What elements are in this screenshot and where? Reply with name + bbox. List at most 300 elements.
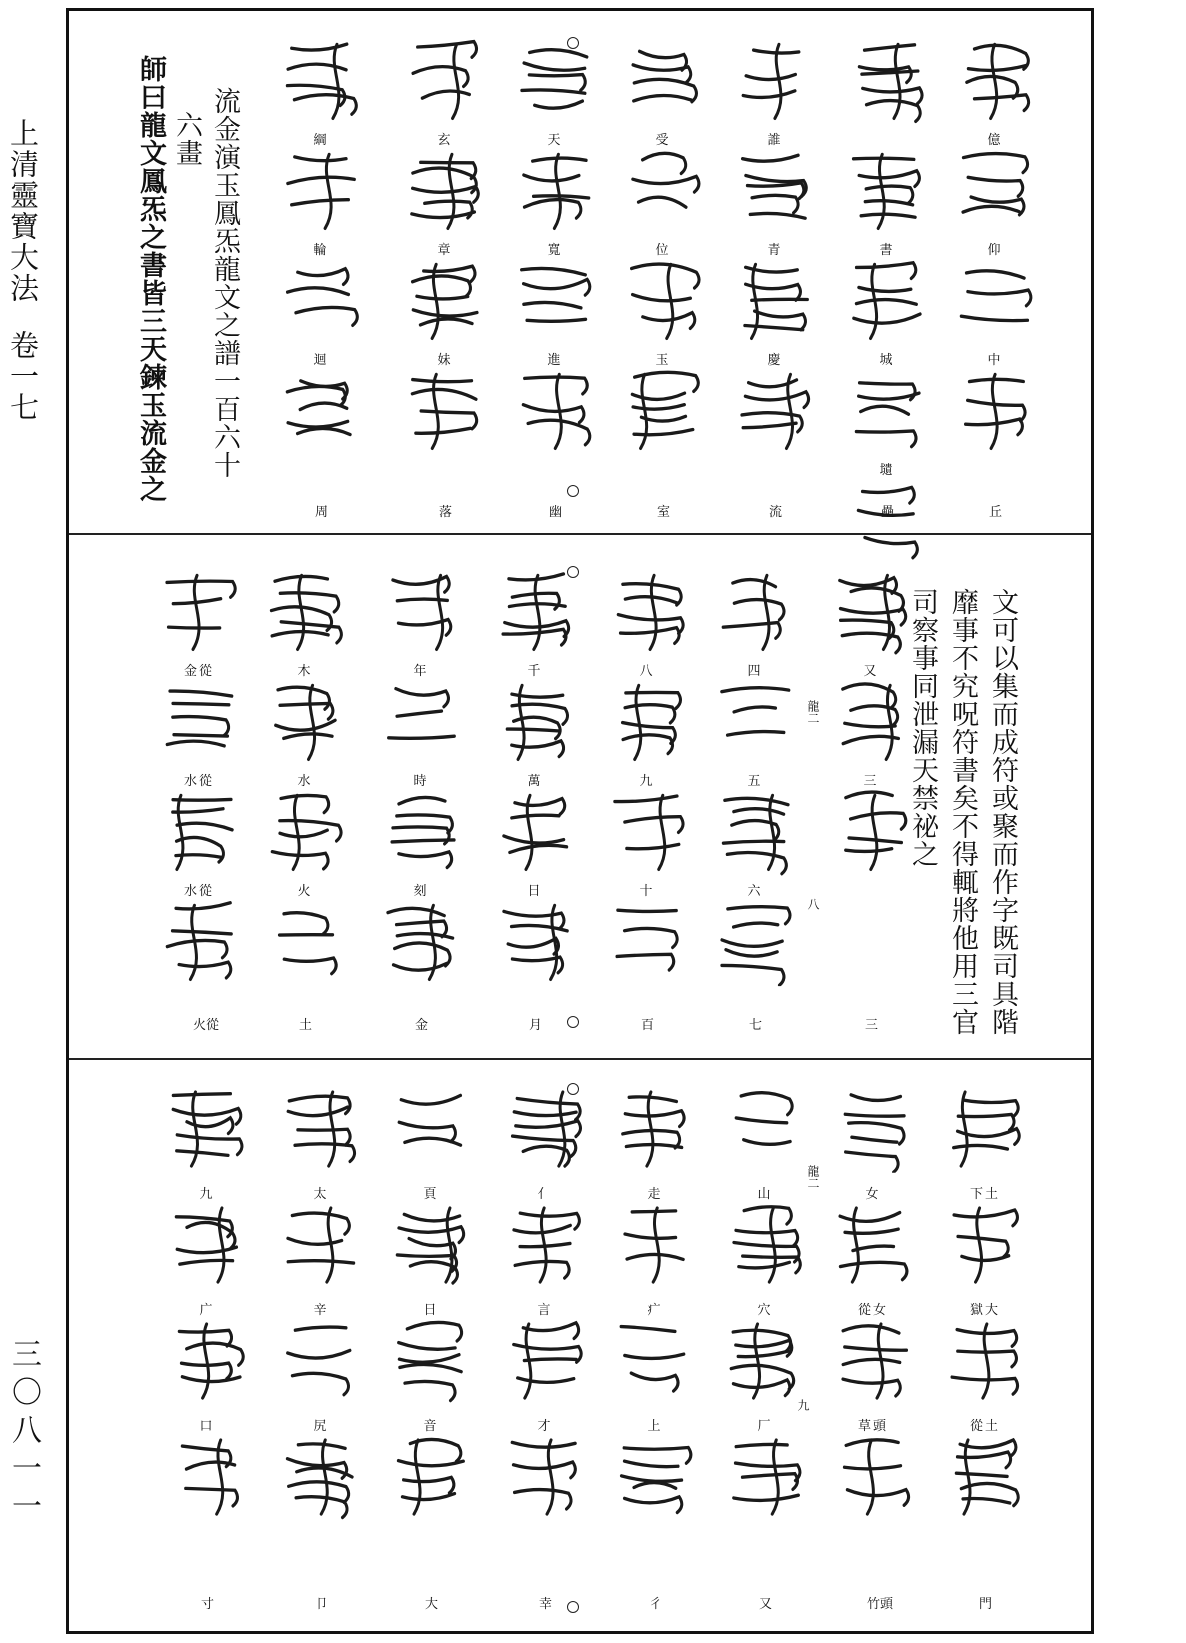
- seal-column: [729, 41, 821, 463]
- seal-cell: [729, 261, 821, 371]
- gloss-label: 玄: [437, 133, 453, 148]
- gloss-label: 十: [639, 884, 655, 899]
- seal-cell: [489, 902, 581, 994]
- seal-cell: [841, 41, 933, 151]
- seal-strokes: [725, 1315, 805, 1405]
- gloss-label: 三: [863, 774, 879, 789]
- page-frame: [66, 8, 1094, 1634]
- seal-cell: [499, 1089, 591, 1205]
- note: 龍二: [806, 1165, 820, 1189]
- seal-glyph: [390, 1083, 472, 1193]
- seal-glyph: [714, 676, 796, 779]
- seal-cell: [729, 371, 821, 463]
- seal-cell: [385, 1437, 477, 1535]
- seal-strokes: [159, 566, 239, 656]
- seal-strokes: [945, 1083, 1025, 1173]
- gloss-label: 太: [313, 1187, 329, 1202]
- seal-column: [399, 41, 491, 463]
- column-foot-label: 三: [865, 1018, 879, 1033]
- seal-cell: [275, 371, 367, 463]
- seal-column: [509, 41, 601, 463]
- seal-cell: [841, 151, 933, 261]
- seal-glyph: [264, 566, 346, 669]
- gloss-label: 口: [199, 1419, 215, 1434]
- seal-strokes: [847, 365, 927, 455]
- seal-column: [709, 572, 801, 994]
- seal-glyph: [280, 255, 362, 358]
- seal-glyph: [606, 566, 688, 669]
- seal-strokes: [281, 365, 361, 455]
- seal-glyph: [404, 365, 486, 468]
- seal-strokes: [281, 1431, 361, 1521]
- seal-strokes: [281, 1083, 361, 1173]
- seal-glyph: [954, 145, 1036, 248]
- seal-strokes: [735, 365, 815, 455]
- seal-glyph: [606, 786, 688, 889]
- gloss-label: 章: [437, 243, 453, 258]
- gloss-label: 草頭: [857, 1419, 888, 1434]
- gloss-label: 從女: [857, 1303, 888, 1318]
- column-foot-label: 幽: [549, 505, 563, 520]
- gloss-label: 城: [879, 353, 895, 368]
- gloss-label: 才: [537, 1419, 553, 1434]
- seal-glyph: [734, 365, 816, 468]
- seal-glyph: [944, 1315, 1026, 1425]
- gloss-label: 誰: [767, 133, 783, 148]
- gloss-label: 億: [987, 133, 1003, 148]
- seal-cell: [489, 792, 581, 902]
- note: 九: [796, 1399, 810, 1411]
- seal-strokes: [167, 1315, 247, 1405]
- seal-cell: [375, 902, 467, 994]
- seal-glyph: [504, 1199, 586, 1309]
- seal-glyph: [158, 676, 240, 779]
- seal-strokes: [607, 896, 687, 986]
- gloss-label: 壝: [879, 463, 895, 478]
- seal-cell: [617, 371, 709, 463]
- column-foot-label: 金: [415, 1018, 429, 1033]
- seal-glyph: [614, 1199, 696, 1309]
- seal-glyph: [380, 566, 462, 669]
- seal-cell: [499, 1437, 591, 1535]
- seal-glyph: [280, 1083, 362, 1193]
- seal-glyph: [380, 896, 462, 999]
- seal-strokes: [505, 1083, 585, 1173]
- gloss-label: 妹: [437, 353, 453, 368]
- seal-glyph: [724, 1083, 806, 1193]
- seal-cell: [275, 1437, 367, 1535]
- seal-cell: [709, 902, 801, 994]
- seal-cell: [709, 792, 801, 902]
- running-title: [6, 118, 40, 423]
- seal-column: [489, 572, 581, 994]
- seal-glyph: [714, 896, 796, 999]
- seal-cell: [609, 1321, 701, 1437]
- seal-cell: [601, 792, 693, 902]
- circle-mark: [567, 1016, 579, 1028]
- seal-glyph: [734, 145, 816, 248]
- seal-cell: [275, 1321, 367, 1437]
- seal-cell: [825, 572, 917, 682]
- seal-cell: [601, 902, 693, 994]
- seal-strokes: [495, 896, 575, 986]
- seal-cell: [719, 1089, 811, 1205]
- seal-glyph: [846, 255, 928, 358]
- seal-cell: [939, 1089, 1031, 1205]
- seal-glyph: [622, 255, 704, 358]
- seal-glyph: [954, 35, 1036, 138]
- seal-strokes: [281, 1315, 361, 1405]
- note: 八: [806, 898, 820, 910]
- column-foot-label: 七: [749, 1018, 763, 1033]
- gloss-label: 水: [297, 774, 313, 789]
- seal-cell: [161, 1089, 253, 1205]
- gloss-label: 水從: [183, 774, 214, 789]
- seal-glyph: [158, 896, 240, 999]
- seal-cell: [719, 1321, 811, 1437]
- seal-glyph: [614, 1431, 696, 1541]
- seal-strokes: [265, 566, 345, 656]
- seal-cell: [259, 572, 351, 682]
- seal-strokes: [607, 676, 687, 766]
- seal-cell: [617, 41, 709, 151]
- seal-column: [161, 1089, 253, 1535]
- seal-strokes: [725, 1431, 805, 1521]
- seal-strokes: [615, 1315, 695, 1405]
- gloss-label: 獄大: [969, 1303, 1000, 1318]
- seal-cell: [375, 572, 467, 682]
- gloss-label: 寬: [547, 243, 563, 258]
- seal-glyph: [832, 1199, 914, 1309]
- seal-column: [609, 1089, 701, 1535]
- gloss-label: 尻: [313, 1419, 329, 1434]
- seal-column: [375, 572, 467, 994]
- seal-cell: [719, 1205, 811, 1321]
- seal-cell: [375, 792, 467, 902]
- seal-cell: [825, 792, 917, 884]
- gloss-label: 山: [757, 1187, 773, 1202]
- column-foot-label: 大: [425, 1597, 439, 1612]
- seal-strokes: [281, 35, 361, 125]
- gloss-label: 疒: [647, 1303, 663, 1318]
- seal-glyph: [494, 896, 576, 999]
- gloss-label: 木: [297, 664, 313, 679]
- seal-column: [601, 572, 693, 994]
- seal-cell: [939, 1321, 1031, 1437]
- gloss-label: 言: [537, 1303, 553, 1318]
- gloss-label: 金從: [183, 664, 214, 679]
- column-foot-label: 又: [759, 1597, 773, 1612]
- seal-cell: [161, 1205, 253, 1321]
- seal-strokes: [265, 786, 345, 876]
- seal-strokes: [847, 145, 927, 235]
- seal-strokes: [515, 255, 595, 345]
- seal-glyph: [734, 255, 816, 358]
- gloss-label: 下土: [969, 1187, 1000, 1202]
- seal-strokes: [735, 255, 815, 345]
- gloss-label: 九: [639, 774, 655, 789]
- seal-strokes: [381, 896, 461, 986]
- prose-line: 靡事不究呪符書矣不得輒將他用三官: [947, 588, 978, 1036]
- seal-cell: [259, 682, 351, 792]
- seal-cell: [153, 792, 245, 902]
- seal-column: [385, 1089, 477, 1535]
- seal-column: [719, 1089, 811, 1535]
- seal-cell: [939, 1205, 1031, 1321]
- seal-strokes: [505, 1199, 585, 1289]
- seal-glyph: [724, 1199, 806, 1309]
- seal-glyph: [954, 365, 1036, 468]
- circle-mark: [567, 485, 579, 497]
- seal-strokes: [405, 35, 485, 125]
- seal-glyph: [606, 676, 688, 779]
- seal-strokes: [505, 1315, 585, 1405]
- seal-cell: [841, 371, 933, 481]
- seal-cell: [399, 151, 491, 261]
- seal-strokes: [159, 676, 239, 766]
- column-foot-label: 竹頭: [867, 1597, 894, 1612]
- gloss-label: 萬: [527, 774, 543, 789]
- gloss-label: 頁: [423, 1187, 439, 1202]
- seal-cell: [275, 1089, 367, 1205]
- column-foot-label: 土: [299, 1018, 313, 1033]
- seal-strokes: [505, 1431, 585, 1521]
- seal-cell: [375, 682, 467, 792]
- seal-strokes: [623, 35, 703, 125]
- seal-strokes: [167, 1083, 247, 1173]
- seal-strokes: [623, 145, 703, 235]
- gloss-label: 進: [547, 353, 563, 368]
- seal-glyph: [714, 566, 796, 669]
- seal-column: [825, 572, 917, 884]
- prose-line: 師曰龍文鳳炁之書皆三天鍊玉流金之: [135, 55, 166, 503]
- seal-strokes: [725, 1083, 805, 1173]
- seal-cell: [729, 151, 821, 261]
- gloss-label: 慶: [767, 353, 783, 368]
- seal-cell: [161, 1437, 253, 1535]
- seal-glyph: [390, 1199, 472, 1309]
- seal-cell: [709, 572, 801, 682]
- gloss-label: 厂: [757, 1419, 773, 1434]
- seal-glyph: [264, 676, 346, 779]
- seal-strokes: [831, 676, 911, 766]
- seal-cell: [719, 1437, 811, 1535]
- gloss-label: 刻: [413, 884, 429, 899]
- seal-glyph: [830, 786, 912, 889]
- column-foot-label: 幸: [539, 1597, 553, 1612]
- panel-middle: [69, 536, 1091, 1058]
- seal-glyph: [264, 896, 346, 999]
- seal-glyph: [390, 1431, 472, 1541]
- gloss-label: 中: [987, 353, 1003, 368]
- gloss-label: 六: [747, 884, 763, 899]
- seal-strokes: [515, 35, 595, 125]
- gloss-label: 女: [865, 1187, 881, 1202]
- seal-strokes: [391, 1315, 471, 1405]
- gloss-label: 上: [647, 1419, 663, 1434]
- seal-strokes: [515, 365, 595, 455]
- seal-glyph: [846, 35, 928, 138]
- seal-cell: [709, 682, 801, 792]
- gloss-label: 位: [655, 243, 671, 258]
- gloss-label: 日: [527, 884, 543, 899]
- seal-glyph: [514, 145, 596, 248]
- seal-cell: [509, 41, 601, 151]
- seal-glyph: [404, 145, 486, 248]
- seal-cell: [601, 682, 693, 792]
- circle-mark: [567, 1601, 579, 1613]
- prose-line: 六畫: [171, 111, 202, 167]
- seal-strokes: [715, 896, 795, 986]
- gloss-label: 玉: [655, 353, 671, 368]
- seal-strokes: [495, 676, 575, 766]
- seal-cell: [827, 1089, 919, 1205]
- seal-strokes: [495, 786, 575, 876]
- seal-cell: [617, 151, 709, 261]
- panel-top: [69, 11, 1091, 533]
- seal-glyph: [166, 1199, 248, 1309]
- seal-glyph: [614, 1315, 696, 1425]
- seal-strokes: [391, 1199, 471, 1289]
- seal-glyph: [832, 1431, 914, 1541]
- panel-bottom: [69, 1061, 1091, 1633]
- seal-cell: [825, 682, 917, 792]
- column-foot-label: 卩: [315, 1597, 329, 1612]
- seal-cell: [161, 1321, 253, 1437]
- seal-strokes: [381, 566, 461, 656]
- seal-glyph: [514, 365, 596, 468]
- seal-strokes: [833, 1083, 913, 1173]
- seal-glyph: [714, 786, 796, 889]
- seal-strokes: [265, 676, 345, 766]
- seal-strokes: [391, 1083, 471, 1173]
- seal-strokes: [607, 566, 687, 656]
- seal-strokes: [623, 255, 703, 345]
- gloss-label: 音: [423, 1419, 439, 1434]
- seal-strokes: [735, 145, 815, 235]
- note: 龍二: [806, 700, 820, 724]
- seal-glyph: [166, 1431, 248, 1541]
- seal-cell: [827, 1437, 919, 1535]
- seal-strokes: [615, 1199, 695, 1289]
- seal-glyph: [504, 1083, 586, 1193]
- seal-strokes: [405, 365, 485, 455]
- seal-cell: [399, 261, 491, 371]
- seal-strokes: [955, 365, 1035, 455]
- seal-glyph: [494, 676, 576, 779]
- seal-cell: [609, 1437, 701, 1535]
- seal-column: [275, 1089, 367, 1535]
- seal-strokes: [831, 566, 911, 656]
- seal-cell: [385, 1089, 477, 1205]
- seal-strokes: [847, 35, 927, 125]
- gloss-label: 時: [413, 774, 429, 789]
- gloss-label: 又: [863, 664, 879, 679]
- gloss-label: 輪: [313, 243, 329, 258]
- seal-strokes: [833, 1199, 913, 1289]
- gloss-label: 八: [639, 664, 655, 679]
- seal-cell: [949, 371, 1041, 463]
- seal-strokes: [945, 1431, 1025, 1521]
- seal-glyph: [280, 1199, 362, 1309]
- seal-cell: [939, 1437, 1031, 1535]
- column-foot-label: 流: [769, 505, 783, 520]
- seal-cell: [609, 1089, 701, 1205]
- seal-glyph: [166, 1083, 248, 1193]
- seal-glyph: [614, 1083, 696, 1193]
- seal-cell: [509, 151, 601, 261]
- seal-cell: [499, 1205, 591, 1321]
- seal-strokes: [847, 255, 927, 345]
- seal-glyph: [280, 365, 362, 468]
- gloss-label: 天: [547, 133, 563, 148]
- seal-cell: [509, 371, 601, 463]
- seal-glyph: [494, 566, 576, 669]
- seal-strokes: [833, 1315, 913, 1405]
- seal-strokes: [831, 786, 911, 876]
- seal-cell: [385, 1205, 477, 1321]
- seal-cell: [609, 1205, 701, 1321]
- page-number: 三〇八一一: [6, 1338, 41, 1528]
- book-title: 上清靈寶大法: [6, 118, 40, 304]
- gloss-label: 五: [747, 774, 763, 789]
- gloss-label: 仰: [987, 243, 1003, 258]
- seal-glyph: [158, 566, 240, 669]
- column-foot-label: 月: [529, 1018, 543, 1033]
- seal-cell: [949, 261, 1041, 371]
- seal-strokes: [391, 1431, 471, 1521]
- seal-strokes: [735, 35, 815, 125]
- seal-glyph: [514, 255, 596, 358]
- column-foot-label: 丘: [989, 505, 1003, 520]
- seal-glyph: [622, 145, 704, 248]
- gloss-label: 受: [655, 133, 671, 148]
- seal-column: [939, 1089, 1031, 1535]
- seal-strokes: [159, 896, 239, 986]
- seal-cell: [275, 41, 367, 151]
- seal-strokes: [607, 786, 687, 876]
- prose-line: 文可以集而成符或聚而作字既司具階: [987, 588, 1018, 1036]
- seal-strokes: [515, 145, 595, 235]
- seal-cell: [399, 371, 491, 463]
- seal-cell: [601, 572, 693, 682]
- gloss-label: 水從: [183, 884, 214, 899]
- seal-glyph: [724, 1431, 806, 1541]
- seal-strokes: [955, 35, 1035, 125]
- seal-strokes: [615, 1431, 695, 1521]
- gloss-label: 九: [199, 1187, 215, 1202]
- seal-cell: [275, 1205, 367, 1321]
- seal-cell: [841, 261, 933, 371]
- seal-strokes: [381, 676, 461, 766]
- seal-column: [275, 41, 367, 463]
- seal-glyph: [514, 35, 596, 138]
- seal-cell: [827, 1205, 919, 1321]
- column-foot-label: 百: [641, 1018, 655, 1033]
- gloss-label: 年: [413, 664, 429, 679]
- seal-cell: [509, 261, 601, 371]
- seal-strokes: [615, 1083, 695, 1173]
- seal-column: [499, 1089, 591, 1535]
- seal-cell: [949, 151, 1041, 261]
- gloss-label: 穴: [757, 1303, 773, 1318]
- gloss-label: 四: [747, 664, 763, 679]
- seal-cell: [275, 151, 367, 261]
- seal-strokes: [955, 255, 1035, 345]
- seal-strokes: [405, 145, 485, 235]
- column-foot-label: 落: [439, 505, 453, 520]
- gloss-label: 火: [297, 884, 313, 899]
